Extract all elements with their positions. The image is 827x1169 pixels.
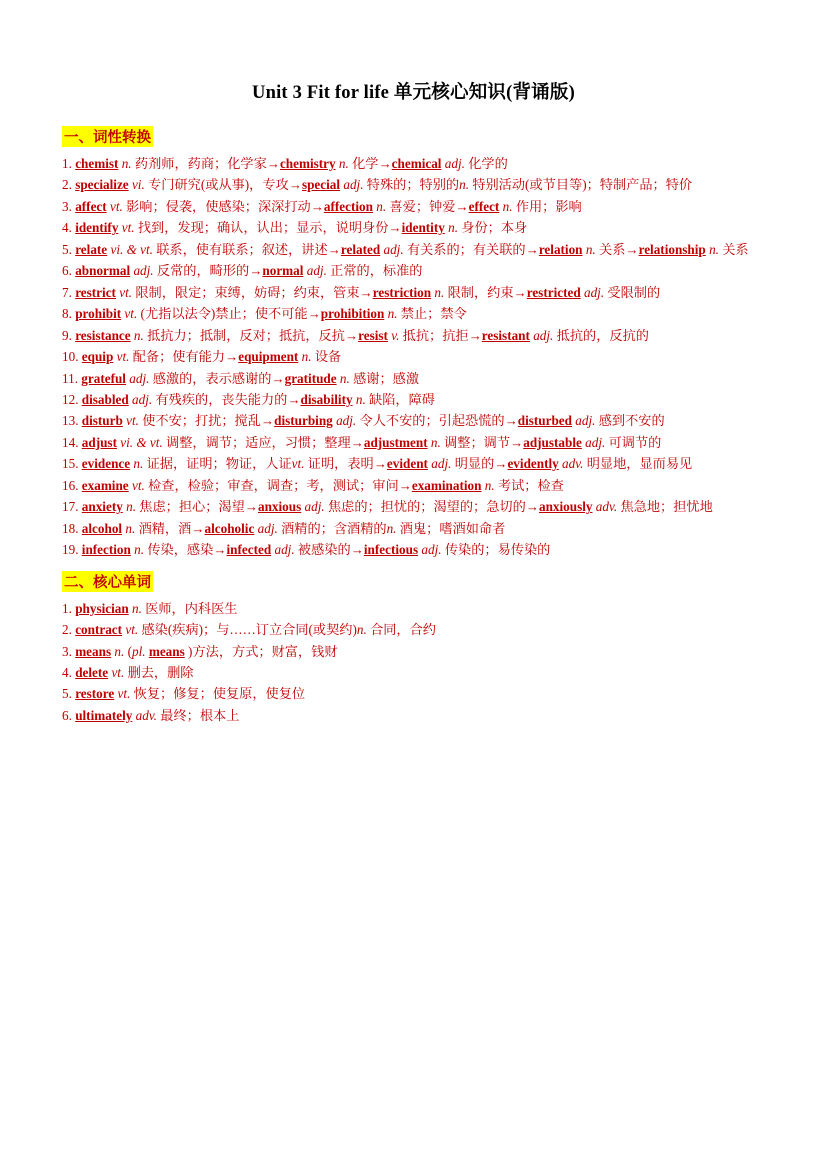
part-of-speech: v. [391, 327, 400, 343]
vocab-entry [62, 283, 765, 303]
vocab-entry [62, 240, 765, 260]
vocab-entry [62, 454, 765, 474]
vocab-word: identity [401, 220, 445, 236]
part-of-speech: vt. [125, 622, 139, 638]
vocab-entry [62, 540, 765, 560]
part-of-speech: n. [459, 177, 469, 193]
part-of-speech: adj. [383, 241, 404, 257]
part-of-speech: adv. [595, 499, 618, 515]
vocab-word: relationship [638, 241, 706, 257]
part-of-speech: vt. [111, 664, 125, 680]
vocab-word: restore [75, 686, 115, 702]
definition-text: 限制，限定；束缚，妨碍；约束，管束→ [135, 284, 373, 300]
vocab-entry [62, 599, 765, 619]
vocab-word: gratitude [284, 370, 337, 386]
vocab-entry [62, 620, 765, 640]
definition-text: 专门研究(或从事)，专攻→ [148, 177, 302, 193]
vocab-entry [62, 519, 765, 539]
definition-text: 抵抗力；抵制，反对；抵抗，反抗→ [147, 327, 359, 343]
vocab-word: relate [75, 241, 108, 257]
vocab-entry [62, 197, 765, 217]
definition-text: 证明，表明→ [307, 456, 387, 472]
vocab-entry [62, 433, 765, 453]
entry-list [62, 599, 765, 727]
entry-number: 2. [62, 622, 72, 638]
definition-text: 身份；本身 [461, 220, 528, 236]
vocab-entry [62, 390, 765, 410]
vocab-word: anxiously [538, 499, 593, 515]
vocab-word: special [301, 177, 341, 193]
definition-text: 缺陷，障碍 [369, 391, 435, 407]
vocab-entry [62, 175, 765, 195]
entry-number: 18. [62, 520, 79, 536]
vocab-word: equipment [238, 349, 299, 365]
vocab-entry [62, 684, 765, 704]
entry-number: 10. [62, 349, 79, 365]
definition-text: 配备；使有能力→ [132, 349, 239, 365]
part-of-speech: adv. [135, 707, 157, 723]
entry-number: 12. [62, 391, 79, 407]
entry-number: 16. [62, 477, 79, 493]
part-of-speech: adj. [336, 413, 357, 429]
part-of-speech: n. [114, 643, 125, 659]
vocab-word: identify [75, 220, 119, 236]
vocab-word: related [340, 241, 381, 257]
definition-text: 化学的 [468, 156, 508, 171]
entry-number: 1. [62, 156, 72, 171]
definition-text: 作用；影响 [515, 198, 582, 214]
entry-number: 2. [62, 177, 72, 193]
vocab-word: examine [81, 477, 129, 493]
part-of-speech: vt. [126, 413, 139, 429]
vocab-word: delete [75, 664, 109, 680]
part-of-speech: n. [376, 198, 387, 214]
vocab-entry [62, 411, 765, 431]
definition-text: 删去，删除 [127, 664, 194, 680]
entry-number: 11. [62, 370, 78, 386]
entry-number: 15. [62, 456, 79, 472]
part-of-speech: adj. [274, 542, 295, 558]
section-heading-wrap [62, 120, 765, 151]
part-of-speech: n. [133, 327, 144, 343]
definition-text: 调整；调节→ [444, 434, 524, 450]
vocab-word: physician [75, 600, 129, 616]
part-of-speech: n. [709, 241, 719, 257]
part-of-speech: vi. & vt. [110, 241, 153, 257]
definition-text: 药剂师，药商；化学家→ [134, 156, 280, 171]
entry-number: 4. [62, 220, 72, 236]
vocab-word: chemist [75, 156, 119, 171]
vocab-word: abnormal [75, 263, 131, 279]
definition-text: 考试；检查 [497, 477, 564, 493]
vocab-word: equip [81, 349, 114, 365]
vocab-word: adjustment [363, 434, 428, 450]
part-of-speech: vt. [124, 306, 138, 322]
definition-text: 反常的，畸形的→ [156, 263, 263, 279]
vocab-entry [62, 476, 765, 496]
part-of-speech: adj. [306, 263, 327, 279]
part-of-speech: n. [121, 156, 132, 171]
vocab-word: resistance [75, 327, 131, 343]
definition-text: 喜爱；钟爱→ [389, 198, 469, 214]
definition-text: 焦急地；担忧地 [620, 499, 713, 515]
definition-text: 使不安；打扰；搅乱→ [142, 413, 275, 429]
definition-text: 有残疾的，丧失能力的→ [155, 391, 301, 407]
entry-number: 17. [62, 499, 79, 515]
part-of-speech: n. [448, 220, 459, 236]
vocab-word: affection [323, 198, 373, 214]
entry-number: 3. [62, 198, 72, 214]
definition-text: 酒精，酒→ [138, 520, 205, 536]
entry-number: 14. [62, 434, 79, 450]
vocab-word: disturbing [274, 413, 333, 429]
vocab-entry [62, 642, 765, 662]
part-of-speech: n. [387, 306, 398, 322]
entry-number: 7. [62, 284, 72, 300]
part-of-speech: n. [134, 542, 145, 558]
vocab-word: examination [411, 477, 482, 493]
entry-number: 6. [62, 707, 72, 723]
part-of-speech: n. [339, 370, 350, 386]
vocab-word: restrict [75, 284, 116, 300]
definition-text: 特别活动(或节目等)；特制产品；特价 [472, 177, 693, 193]
vocab-word: relation [538, 241, 583, 257]
vocab-word: evidence [81, 456, 131, 472]
definition-text: 传染，感染→ [147, 542, 227, 558]
section-heading: 一、词性转换 [62, 126, 153, 147]
definition-text: 感激的，表示感谢的→ [152, 370, 285, 386]
vocab-word: infectious [363, 542, 419, 558]
vocab-entry [62, 369, 765, 389]
part-of-speech: n. [125, 520, 136, 536]
definition-text: 焦虑；担心；渴望→ [139, 499, 258, 515]
vocab-word: means [148, 643, 185, 659]
definition-text: 可调节的 [608, 434, 662, 450]
definition-text: 设备 [314, 349, 342, 365]
section-heading: 二、核心单词 [62, 571, 153, 592]
vocab-word: disabled [81, 391, 129, 407]
definition-text: 医师，内科医生 [145, 600, 238, 616]
entry-number: 8. [62, 306, 72, 322]
part-of-speech: adj. [431, 456, 452, 472]
vocab-word: anxious [257, 499, 302, 515]
entry-number: 6. [62, 263, 72, 279]
vocab-word: infected [226, 542, 272, 558]
definition-text: 联系，使有联系；叙述，讲述→ [156, 241, 341, 257]
part-of-speech: adj. [129, 370, 150, 386]
entry-number: 13. [62, 413, 79, 429]
definition-text: 明显地，显而易见 [586, 456, 693, 472]
page-title: Unit 3 Fit for life 单元核心知识(背诵版) [252, 83, 575, 103]
vocab-word: resist [358, 327, 388, 343]
part-of-speech: pl. [131, 643, 146, 659]
entry-list [62, 154, 765, 561]
vocab-word: prohibit [75, 306, 122, 322]
part-of-speech: vt. [109, 198, 123, 214]
definition-text: 禁止；禁令 [400, 306, 467, 322]
part-of-speech: n. [132, 600, 142, 616]
vocab-word: prohibition [320, 306, 385, 322]
vocab-word: contract [75, 622, 123, 638]
part-of-speech: vi. [131, 177, 145, 193]
vocab-entry [62, 706, 765, 726]
vocab-word: anxiety [81, 499, 123, 515]
definition-text: 合同，合约 [370, 622, 436, 638]
entry-number: 9. [62, 327, 72, 343]
definition-text: 有关系的；有关联的→ [406, 241, 539, 257]
vocab-word: alcohol [81, 520, 123, 536]
entry-number: 4. [62, 664, 72, 680]
vocab-word: effect [468, 198, 500, 214]
section-heading-wrap [62, 565, 765, 596]
definition-text: 限制，约束→ [447, 284, 527, 300]
entry-number: 5. [62, 241, 72, 257]
definition-text: 抵抗的，反抗的 [556, 327, 649, 343]
part-of-speech: vi. & vt. [120, 434, 163, 450]
definition-text: 影响；侵袭，使感染；深深打动→ [126, 198, 324, 214]
part-of-speech: n. [502, 198, 513, 214]
part-of-speech: n. [356, 622, 367, 638]
vocab-word: ultimately [75, 707, 133, 723]
definition-text: 最终；根本上 [160, 707, 240, 723]
definition-text: 酒精的；含酒精的 [281, 520, 387, 536]
definition-text: 关系→ [599, 241, 639, 257]
definition-text: 找到，发现；确认，认出；显示，说明身份→ [137, 220, 402, 236]
vocab-word: infection [81, 542, 131, 558]
part-of-speech: adj. [133, 263, 154, 279]
entry-number: 1. [62, 600, 72, 616]
definition-text: 受限制的 [607, 284, 661, 300]
part-of-speech: adj. [421, 542, 442, 558]
part-of-speech: n. [126, 499, 136, 515]
part-of-speech: n. [301, 349, 312, 365]
part-of-speech: n. [585, 241, 596, 257]
vocab-word: means [75, 643, 112, 659]
definition-text: )方法，方式；财富，钱财 [188, 643, 338, 659]
part-of-speech: vt. [117, 686, 131, 702]
definition-text: 抵抗；抗拒→ [402, 327, 482, 343]
part-of-speech: vt. [116, 349, 130, 365]
part-of-speech: n. [133, 456, 144, 472]
sections-container [62, 120, 765, 726]
part-of-speech: adj. [585, 434, 606, 450]
entry-number: 3. [62, 643, 72, 659]
part-of-speech: adj. [444, 156, 465, 171]
vocab-word: evident [386, 456, 428, 472]
vocab-entry [62, 154, 765, 174]
part-of-speech: vt. [119, 284, 133, 300]
vocab-word: adjustable [523, 434, 582, 450]
definition-text: 感染(疾病)；与……订立合同(或契约) [141, 622, 357, 638]
vocab-entry [62, 326, 765, 346]
vocab-word: specialize [75, 177, 129, 193]
vocab-word: normal [262, 263, 304, 279]
definition-text: 正常的，标准的 [330, 263, 423, 279]
vocab-word: chemical [391, 156, 442, 171]
vocab-word: resistant [481, 327, 530, 343]
vocab-word: affect [75, 198, 107, 214]
part-of-speech: n. [386, 520, 397, 536]
definition-text: 化学→ [352, 156, 392, 171]
vocab-word: disturb [81, 413, 123, 429]
part-of-speech: vt. [291, 456, 305, 472]
vocab-entry [62, 304, 765, 324]
entry-number: 5. [62, 686, 72, 702]
definition-text: 被感染的→ [297, 542, 364, 558]
vocab-word: grateful [81, 370, 126, 386]
part-of-speech: n. [430, 434, 441, 450]
definition-text: 传染的；易传染的 [444, 542, 551, 558]
definition-text: 关系 [722, 241, 749, 257]
part-of-speech: vt. [121, 220, 135, 236]
vocab-entry [62, 663, 765, 683]
definition-text: ( [127, 643, 132, 659]
vocab-entry [62, 347, 765, 367]
vocab-word: disability [300, 391, 353, 407]
part-of-speech: adj. [304, 499, 325, 515]
definition-text: 恢复；修复；使复原，使复位 [133, 686, 306, 702]
part-of-speech: adj. [575, 413, 596, 429]
vocab-entry [62, 218, 765, 238]
part-of-speech: adj. [343, 177, 364, 193]
definition-text: 明显的→ [454, 456, 508, 472]
definition-text: 特殊的；特别的 [366, 177, 460, 193]
part-of-speech: n. [338, 156, 349, 171]
vocab-word: chemistry [279, 156, 336, 171]
vocab-word: restricted [526, 284, 581, 300]
part-of-speech: n. [484, 477, 495, 493]
vocab-word: restriction [372, 284, 432, 300]
part-of-speech: adj. [257, 520, 278, 536]
vocab-entry [62, 261, 765, 281]
definition-text: 令人不安的；引起恐慌的→ [359, 413, 518, 429]
part-of-speech: vt. [131, 477, 145, 493]
definition-text: 焦虑的；担忧的；渴望的；急切的→ [327, 499, 539, 515]
vocab-word: adjust [81, 434, 117, 450]
definition-text: (尤指以法令)禁止；使不可能→ [140, 306, 321, 322]
part-of-speech: adv. [562, 456, 584, 472]
definition-text: 调整，调节；适应，习惯；整理→ [166, 434, 364, 450]
vocab-word: alcoholic [204, 520, 255, 536]
part-of-speech: n. [434, 284, 445, 300]
vocab-word: disturbed [517, 413, 572, 429]
definition-text: 感谢；感激 [353, 370, 420, 386]
entry-number: 19. [62, 542, 79, 558]
definition-text: 检查，检验；审查，调查；考，测试；审问→ [148, 477, 412, 493]
definition-text: 感到不安的 [598, 413, 665, 429]
part-of-speech: n. [355, 391, 366, 407]
definition-text: 证据，证明；物证，人证 [146, 456, 292, 472]
vocab-word: evidently [507, 456, 559, 472]
definition-text: 酒鬼；嗜酒如命者 [399, 520, 506, 536]
part-of-speech: adj. [132, 391, 153, 407]
vocab-entry [62, 497, 765, 517]
part-of-speech: adj. [583, 284, 605, 300]
part-of-speech: adj. [533, 327, 554, 343]
